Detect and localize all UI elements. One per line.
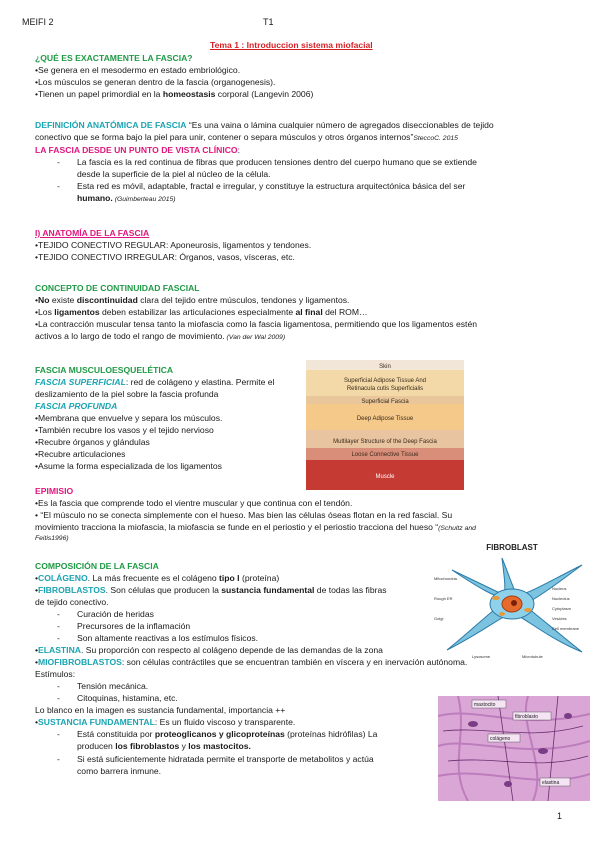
- heading-musculoesqueletica: FASCIA MUSCULOESQUELÉTICA: [35, 365, 174, 375]
- text-line: Lo blanco en la imagen es sustancia fundamental, importancia ++: [35, 705, 286, 716]
- bullet-item: - Son altamente reactivas a los estímulos físicos.: [57, 633, 259, 644]
- text-line: •No existe discontinuidad clara del tejido entre músculos, tendones y ligamentos.: [35, 295, 350, 306]
- label-epimisio: EPIMISIO: [35, 486, 74, 496]
- text-line: • “El músculo no se conecta simplemente con el hueso. Mas bien las células óseas flotan en la red fascial. Su: [35, 510, 453, 521]
- text-line: •Se genera en el mesodermo en estado embriológico.: [35, 65, 241, 76]
- layer-label: Superficial Fascia: [361, 399, 409, 405]
- text-line: •TEJIDO CONECTIVO IRREGULAR: Órganos, vasos, vísceras, etc.: [35, 252, 295, 263]
- reference: SteccoC. 2015: [413, 135, 458, 143]
- text-line: •Los ligamentos deben estabilizar las articulaciones especialmente al final del ROM…: [35, 307, 368, 318]
- fibroblast-label: Golgi: [434, 616, 444, 621]
- fibroblast-illustration: [432, 540, 592, 668]
- section-musculoesqueletica: FASCIA MUSCULOESQUELÉTICA FASCIA SUPERFICIAL: red de colágeno y elastina. Permite el deslizamiento de la piel sobre la fascia profunda FASCIA PROFUNDA •Membrana que envuelve y separa los músculos. •También recubre los vasos y el tejido nervioso •Recubre órganos y glándulas •Recubre articulaciones •Asume la forma especializada de los ligamentos: [35, 364, 325, 472]
- text-line: •También recubre los vasos y el tejido nervioso: [35, 425, 214, 436]
- bullet-item: - Esta red es móvil, adaptable, fractal e irregular, y constituye la estructura arquitectónica básica del ser humano. (Guimberteau 2015): [57, 180, 466, 203]
- section-que-es: [35, 52, 575, 100]
- text-line: •FIBROBLASTOS. Son células que producen la sustancia fundamental de todas las fibras: [35, 585, 387, 596]
- section-definicion: DEFINICIÓN ANATÓMICA DE FASCIA “Es una vaina o lámina cualquier número de agregados diseccionables de tejido conectivo que se forma bajo la piel para unir, contener o separa músculos y otros órganos internos”SteccoC. 2015 LA FASCIA DESDE UN PUNTO DE VISTA CLÍNICO: - La fascia es la red continua de fibras que producen tensiones dentro del cuerpo humano que se extiende desde la superficie de la piel al núcleo de la célula. - Esta red es móvil, adaptable, fractal e irregular, y constituye la estructura arquitectónica básica del ser humano. (Guimberteau 2015): [35, 119, 575, 204]
- header-center: T1: [263, 17, 274, 27]
- header-left: MEIFI 2: [22, 17, 54, 27]
- histo-label: colágeno: [490, 736, 511, 742]
- text-line: •Tienen un papel primordial en la homeostasis corporal (Langevin 2006): [35, 89, 314, 100]
- heading-continuidad: CONCEPTO DE CONTINUIDAD FASCIAL: [35, 283, 200, 293]
- text-line: de tejido conectivo.: [35, 597, 109, 608]
- text-line: •Es la fascia que comprende todo el vientre muscular y que continua con el tendón.: [35, 498, 353, 509]
- fibroblast-label: Nucleolus: [552, 596, 570, 601]
- text-line: •Recubre órganos y glándulas: [35, 437, 150, 448]
- layer-label: Skin: [379, 364, 391, 370]
- fibroblast-label: Mitochondria: [434, 576, 457, 581]
- bullet-item: - Curación de heridas: [57, 609, 154, 620]
- layer-label: Retinacula cutis Superficialis: [346, 386, 424, 392]
- bullet-item: - Tensión mecánica.: [57, 681, 149, 692]
- text-line: •ELASTINA. Su proporción con respecto al colágeno depende de las demandas de la zona: [35, 645, 383, 656]
- label-fascia-profunda: FASCIA PROFUNDA: [35, 401, 118, 412]
- bullet-item: - La fascia es la red continua de fibras que producen tensiones dentro del cuerpo humano que se extiende desde la superficie de la piel al núcleo de la célula.: [57, 156, 477, 179]
- text-line: “Es una vaina o lámina cualquier número de agregados diseccionables de tejido: [186, 120, 494, 130]
- text-line: •MIOFIBROBLASTOS: son células contráctiles que se encuentran también en víscera y en inervación autónoma.: [35, 657, 468, 668]
- text-line: •Los músculos se generan dentro de la fascia (organogenesis).: [35, 77, 276, 88]
- fibroblast-label: Microtubule: [522, 654, 543, 659]
- layer-label: Muscle: [375, 474, 395, 480]
- histo-label: mastocito: [474, 702, 496, 708]
- text-line: •Membrana que envuelve y separa los músculos.: [35, 413, 223, 424]
- text-line: •Asume la forma especializada de los ligamentos: [35, 461, 222, 472]
- label-fascia-superficial: FASCIA SUPERFICIAL: [35, 377, 126, 388]
- text-line: •COLÁGENO. La más frecuente es el colágeno tipo I (proteína): [35, 573, 280, 584]
- fascia-layers-diagram: [306, 360, 464, 490]
- section-anatomia: [35, 227, 575, 263]
- histo-label: fibroblasto: [515, 714, 539, 720]
- fibroblast-label: Lysosome: [472, 654, 491, 659]
- bullet-item: - Precursores de la inflamación: [57, 621, 191, 632]
- text-line: •Recubre articulaciones: [35, 449, 126, 460]
- layer-label: Deep Adipose Tissue: [356, 416, 414, 422]
- bullet-item: - Está constituida por proteoglicanos y glicoproteínas (proteínas hidrófilas) La producen los fibroblastos y los mastocitos.: [57, 729, 378, 752]
- heading-que-es: ¿QUÉ ES EXACTAMENTE LA FASCIA?: [35, 53, 193, 63]
- heading-composicion: COMPOSICIÓN DE LA FASCIA: [35, 561, 159, 571]
- text-line: activos a lo largo de todo el rango de movimiento. (Van der Wal 2009): [35, 331, 286, 342]
- fibroblast-label: Cell membrane: [552, 626, 580, 631]
- bullet-item: - Si está suficientemente hidratada permite el transporte de metabolitos y actúa como barrera inmune.: [57, 753, 374, 776]
- fibroblast-label: Rough ER: [434, 596, 453, 601]
- text-line: •SUSTANCIA FUNDAMENTAL: Es un fluido viscoso y transparente.: [35, 717, 296, 728]
- text-line: deslizamiento de la piel sobre la fascia profunda: [35, 389, 219, 400]
- layer-label: Superficial Adipose Tissue And: [343, 378, 427, 384]
- histo-label: elastina: [542, 780, 560, 786]
- bullet-item: - Citoquinas, histamina, etc.: [57, 693, 178, 704]
- page-title: Tema 1 : Introduccion sistema miofacial: [210, 40, 373, 50]
- fibroblast-label: Vesicles: [552, 616, 567, 621]
- page-number: 1: [557, 811, 563, 821]
- layer-label: Multilayer Structure of the Deep Fascia: [333, 439, 437, 445]
- fibroblast-label: Cytoplasm: [552, 606, 571, 611]
- layer-label: Loose Connective Tissue: [351, 452, 419, 458]
- histology-image: [438, 696, 590, 801]
- text-line: movimiento tracciona la miofascia, la miofascia se funde en el periostio y el periostio tracciona del hueso “(Schultz and: [35, 522, 476, 533]
- section-continuidad: [35, 282, 580, 343]
- fibroblast-label: Nucleus: [552, 586, 567, 591]
- text-line: •La contracción muscular tensa tanto la miofascia como la fascia ligamentosa, permitiendo que los ligamentos estén: [35, 319, 477, 330]
- heading-anatomia: I) ANATOMÍA DE LA FASCIA: [35, 228, 150, 238]
- reference: Feitis1996): [35, 534, 69, 542]
- text-line: •TEJIDO CONECTIVO REGULAR: Aponeurosis, ligamentos y tendones.: [35, 240, 312, 251]
- text-line: conectivo que se forma bajo la piel para unir, contener o separa músculos y otros órganos internos”: [35, 132, 414, 143]
- heading-clinico: LA FASCIA DESDE UN PUNTO DE VISTA CLÍNICO: [35, 144, 238, 155]
- fibroblast-title: FIBROBLAST: [486, 543, 538, 552]
- text-line: Estímulos:: [35, 669, 76, 680]
- section-epimisio: [35, 485, 580, 543]
- heading-definicion: DEFINICIÓN ANATÓMICA DE FASCIA: [35, 120, 187, 130]
